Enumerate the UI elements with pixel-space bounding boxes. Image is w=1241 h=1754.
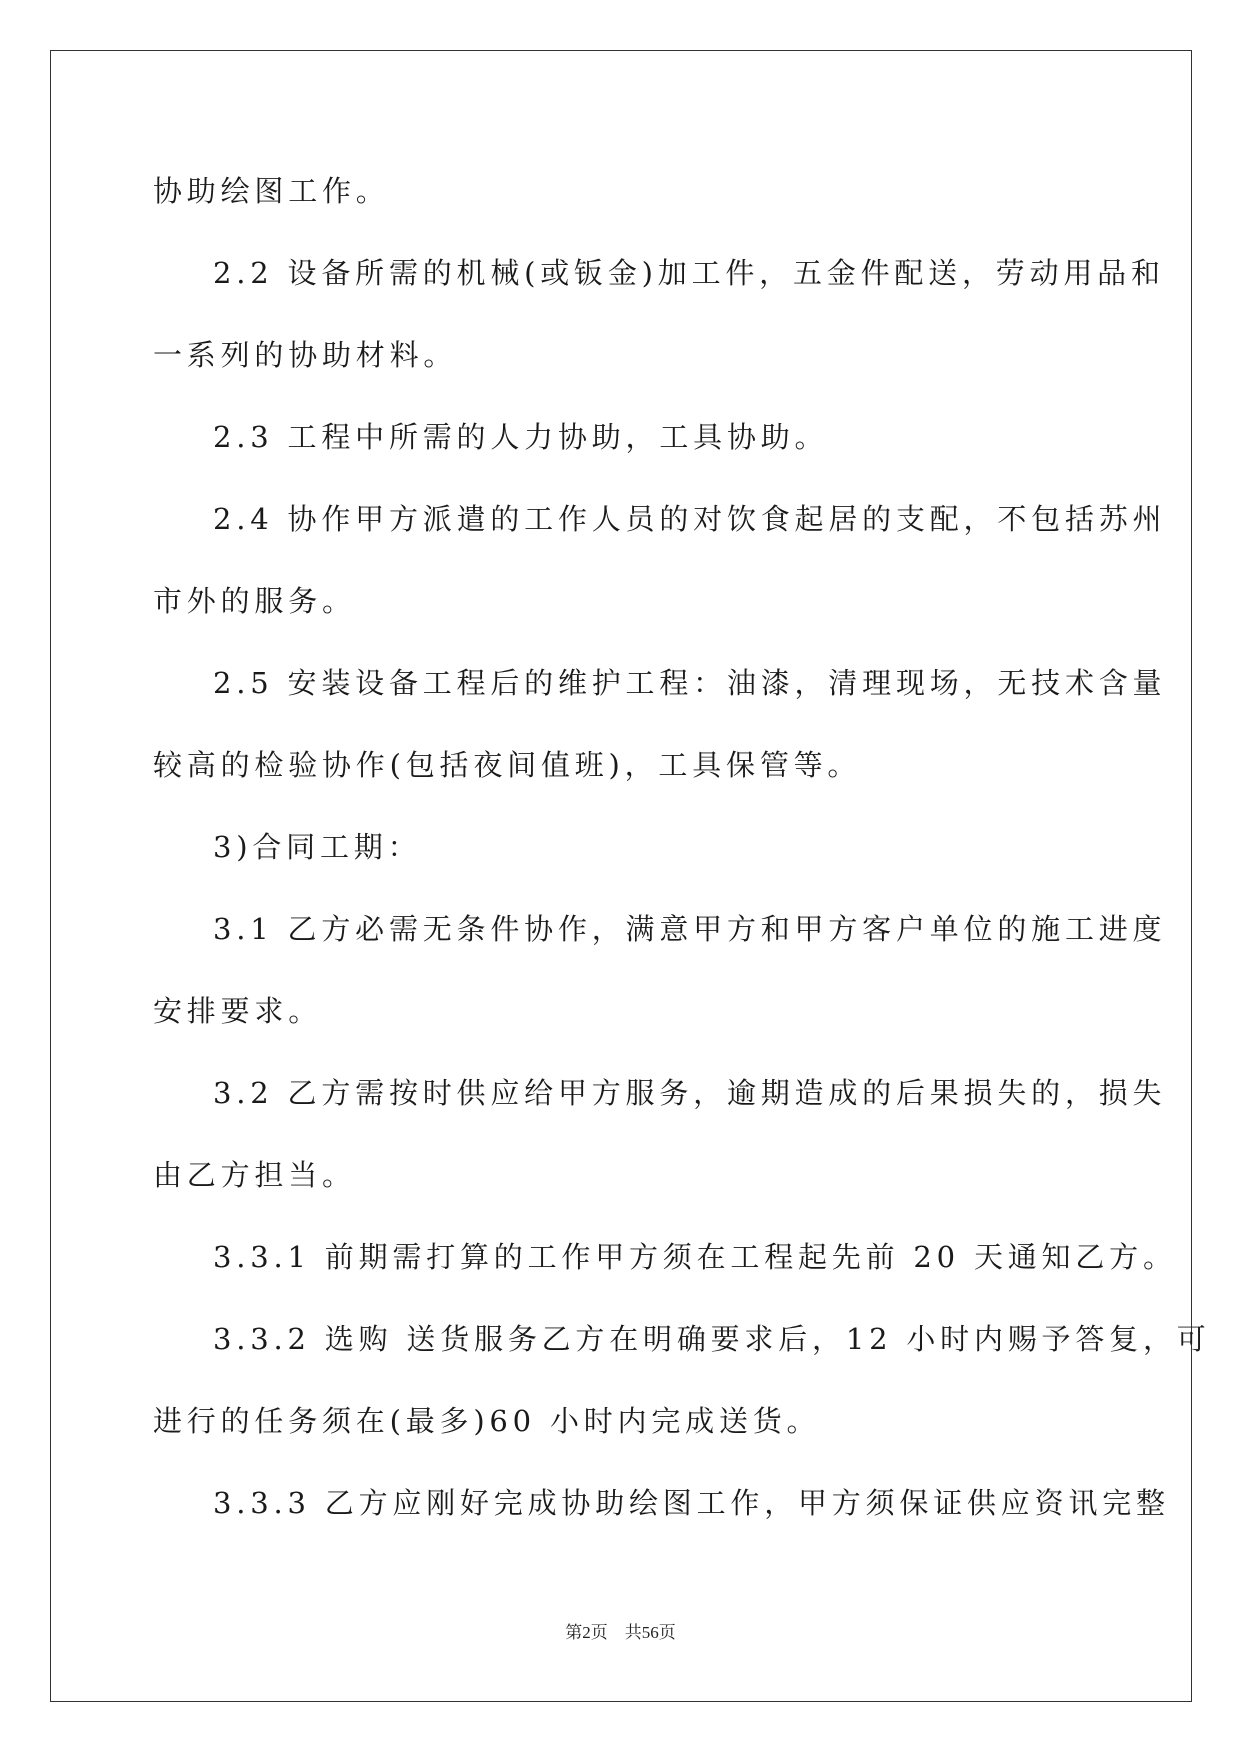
- document-body: [153, 160, 1211, 1554]
- text-line: 3.3.2 选购 送货服务乙方在明确要求后，12 小时内赐予答复，可: [213, 1322, 1211, 1356]
- text-line: 一系列的协助材料。: [153, 338, 458, 372]
- page-footer: [0, 1618, 1241, 1643]
- page-unit: 页: [590, 1623, 608, 1642]
- section-heading: 3)合同工期：: [213, 830, 422, 864]
- text-line: 市外的服务。: [153, 584, 356, 618]
- text-line: 2.4 协作甲方派遣的工作人员的对饮食起居的支配，不包括苏州: [213, 502, 1167, 536]
- text-line: 由乙方担当。: [153, 1158, 356, 1192]
- text-line: 3.2 乙方需按时供应给甲方服务，逾期造成的后果损失的，损失: [213, 1076, 1167, 1110]
- text-line: 2.5 安装设备工程后的维护工程：油漆，清理现场，无技术含量: [213, 666, 1167, 700]
- page-current: 2: [582, 1623, 591, 1642]
- text-line: 协助绘图工作。: [153, 174, 390, 208]
- text-line: 3.3.1 前期需打算的工作甲方须在工程起先前 20 天通知乙方。: [213, 1240, 1177, 1274]
- text-line: 2.2 设备所需的机械(或钣金)加工件，五金件配送，劳动用品和: [213, 256, 1165, 290]
- text-line: 安排要求。: [153, 994, 323, 1028]
- text-line: 2.3 工程中所需的人力协助，工具协助。: [213, 420, 829, 454]
- total-prefix: 共: [624, 1623, 642, 1642]
- text-line: 3.1 乙方必需无条件协作，满意甲方和甲方客户单位的施工进度: [213, 912, 1167, 946]
- page-total: 56: [641, 1623, 659, 1642]
- text-line: 3.3.3 乙方应刚好完成协助绘图工作，甲方须保证供应资讯完整: [213, 1486, 1170, 1520]
- text-line: 进行的任务须在(最多)60 小时内完成送货。: [153, 1404, 821, 1438]
- page-prefix: 第: [565, 1623, 583, 1642]
- total-unit: 页: [658, 1623, 676, 1642]
- text-line: 较高的检验协作(包括夜间值班)，工具保管等。: [153, 748, 862, 782]
